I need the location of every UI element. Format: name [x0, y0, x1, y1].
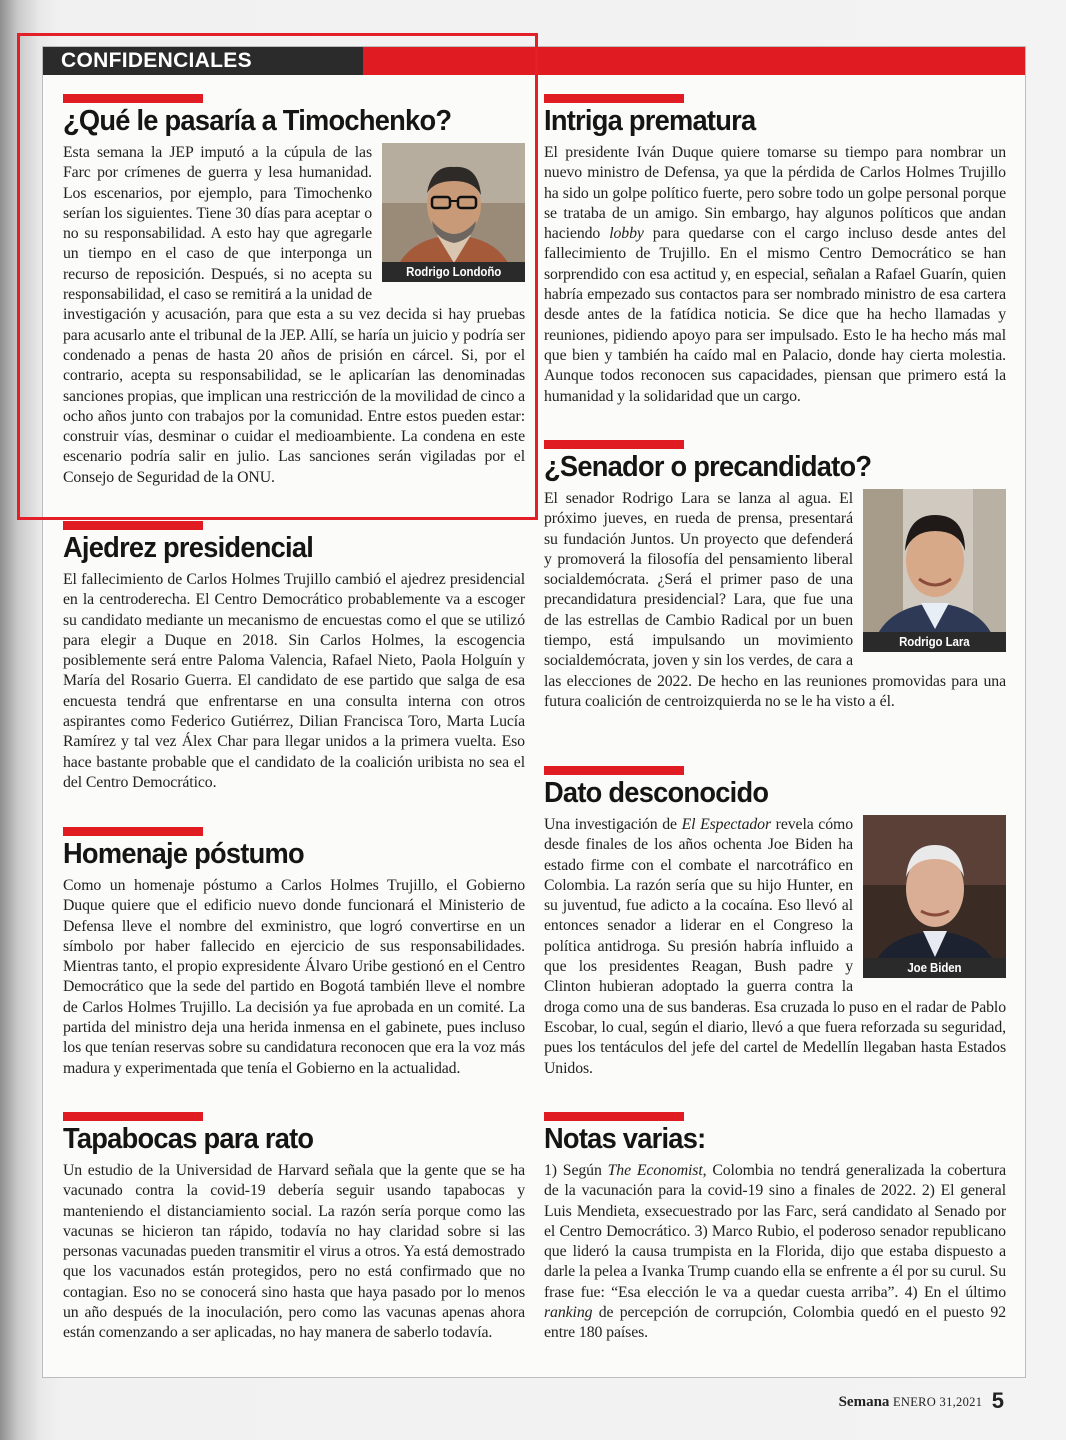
photo-caption: Rodrigo Londoño — [382, 262, 525, 282]
highlight-rectangle — [17, 33, 538, 520]
article-title: Notas varias: — [544, 1123, 706, 1155]
article-accent-bar — [544, 94, 684, 103]
article-title: Intriga prematura — [544, 105, 756, 137]
article-body — [544, 489, 1006, 712]
portrait-image — [863, 489, 1006, 652]
article-body-text: para quedarse con el cargo incluso desde antes del fallecimiento de Trujillo. En el mismo Centro Democrático se han sorprendido con esa actitud y, en especial, señalan a Rafael Guarín, quien habría empezado sus contactos para ser nombrado ministro de esa cartera desde antes de la fatídica noticia. Se dice que ha hecho llamadas y reuniones, pidiendo apoyo para ser impulsado. Esto le ha hecho más mal que bien y también ha caído mal en Palacio, donde hay cierta molestia. Aunque todos reconocen sus capacidades, piensan que primero está la humanidad y la solidaridad que un cargo. — [544, 225, 1006, 405]
article-body-text: El presidente Iván Duque quiere tomarse su tiempo para nombrar un nuevo ministro de Defensa, ya que la pérdida de Carlos Holmes Trujillo ha sido un golpe político fuerte, pero sobre todo un golpe personal porque se trataba de un amigo. Sin embargo, hay algunos políticos que andan haciendo — [544, 144, 1006, 243]
article-title: Ajedrez presidencial — [63, 532, 314, 564]
article-body: El fallecimiento de Carlos Holmes Trujillo cambió el ajedrez presidencial en la centroderecha. El Centro Democrático probablemente va a escoger su candidato mediante un mecanismo de encuestas como el que se utilizó para elegir a Duque en 2018. Sin Carlos Holmes, la escogencia posiblemente será entre Paloma Valencia, Rafael Nieto, Paola Holguín y María del Rosario Guerra. El candidato de ese partido que salga de esa encuesta tendrá que enfrentarse en una consulta interna con otros aspirantes como Federico Gutiérrez, Dilian Francisca Toro, Marta Lucía Ramírez y tal vez Álex Char para llegar unidos a la primera vuelta. Eso hace bastante probable que el candidato de la coalición uribista no sea el del Centro Democrático. — [63, 571, 525, 791]
article-title: Tapabocas para rato — [63, 1123, 314, 1155]
article-accent-bar — [63, 1112, 203, 1121]
issue-date: ENERO 31,2021 — [892, 1395, 983, 1409]
portrait-image — [863, 815, 1006, 978]
article-body-text: Una investigación de — [544, 816, 682, 833]
article-body-italic: El Espectador — [681, 816, 772, 833]
photo-rodrigo-lara — [863, 489, 1006, 652]
article-body-text: El senador Rodrigo Lara se lanza al agua. El próximo jueves, en rueda de prensa, presentará su fundación Juntos. Un proyecto que defenderá y promoverá la filosofía del pensamiento liberal socialdemócrata. ¿Será el primer paso de una precandidatura presidencial? Lara, que fue una de las estrellas de Cambio Radical por un buen tiempo, está impulsando un movimiento socialdemócrata, joven y sin los verdes, de cara a las elecciones de 2022. De hecho en las reuniones promovidas para una futura coalición de centroizquierda no se le ha visto a él. — [544, 490, 1006, 710]
article-accent-bar — [544, 440, 684, 449]
article-body-text: revela cómo desde finales de los años ochenta Joe Biden ha estado firme con el combate el narcotráfico en Colombia. La razón sería que su hijo Hunter, en su juventud, fue adicto a la cocaína. Eso llevó al entonces senador a liderar en el Congreso la política antidroga. Su presión habría influido a que los presidentes Reagan, Bush padre y Clinton hubieran adoptado la guerra contra la droga como una de sus banderas. Esa cruzada lo puso en el radar de Pablo Escobar, lo cual, según el diario, llevó a que fuera reforzada su seguridad, pues los tentáculos del jefe del cartel de Medellín llegaban hasta Estados Unidos. — [544, 816, 1006, 1077]
photo-caption: Rodrigo Lara — [863, 632, 1006, 652]
article-body-text: Esta semana la JEP imputó a la cúpula de las Farc por crímenes de guerra y lesa humanidad. Los escenarios, por ejemplo, para Timochenko serían los siguientes. Tiene 30 días para aceptar o no su responsabilidad. A esto hay que agregarle un tiempo en el caso de que interponga un recurso de reposición. Después, si no acepta su responsabilidad, el caso se remitirá a la unidad de investigación y acusación, para que esta a su vez decida si hay pruebas para acusarlo ante el tribunal de la JEP. Allí, se haría un juicio y podría ser condenado a penas de hasta 20 años de prisión en cárcel. Si, por el contrario, acepta su responsabilidad, se le aplicarían las denominadas sanciones propias, que implican una restricción de la movilidad de cinco a ocho años junto con trabajos por la comunidad. Entre estos pueden estar: construir vías, desminar o cuidar el medioambiente. La condena en este escenario podría salir en julio. Las sanciones serán vigiladas por el Consejo de Seguridad de la ONU. — [63, 144, 525, 486]
article-body-italic: The Economist — [607, 1162, 703, 1179]
article-body-italic: lobby — [609, 225, 644, 243]
article-body-text: 1) Según — [544, 1162, 608, 1179]
article-body-text: , Colombia no tendrá generalizada la cobertura de la vacunación para la covid-19 sino a finales de 2022. 2) El general Luis Mendieta, exsecuestrado por las Farc, será candidato al Senado por el Centro Democrático. 3) Marco Rubio, el poderoso senador republicano que lideró la causa trumpista en la Florida, dijo que estaba dispuesto a darle la pelea a Ivanka Trump cuando ella se enfrente a él por su curul. Su frase fue: “Esa elección le va a quedar cuesta arriba”. 4) En el último — [544, 1162, 1006, 1301]
photo-caption: Joe Biden — [863, 958, 1006, 978]
section-label: CONFIDENCIALES — [61, 49, 252, 72]
article-accent-bar — [63, 521, 203, 530]
article-title: ¿Senador o precandidato? — [544, 451, 872, 483]
article-accent-bar — [544, 1112, 684, 1121]
article-title: ¿Qué le pasaría a Timochenko? — [63, 105, 452, 137]
article-body — [544, 1161, 1006, 1344]
article-body — [544, 143, 1006, 407]
article-accent-bar — [544, 766, 684, 775]
article-body — [544, 815, 1006, 1079]
page-footer — [839, 1388, 1004, 1414]
article-title: Dato desconocido — [544, 777, 769, 809]
article-accent-bar — [63, 827, 203, 836]
photo-joe-biden — [863, 815, 1006, 978]
article-body-italic: ranking — [544, 1304, 593, 1322]
article-title: Homenaje póstumo — [63, 838, 304, 870]
magazine-name: Semana — [838, 1394, 890, 1410]
article-body-text: de percepción de corrupción, Colombia quedó en el puesto 92 entre 180 países. — [544, 1304, 1006, 1342]
article-body: Como un homenaje póstumo a Carlos Holmes Trujillo, el Gobierno Duque quiere que el edificio nuevo donde funcionará el Ministerio de Defensa lleve el nombre del exministro, que logró convertirse en un símbolo por haber fallecido en ejercicio de sus responsabilidades. Mientras tanto, el propio expresidente Álvaro Uribe gestionó en el Centro Democrático que la sede del partido en Bogotá también lleve el nombre de Carlos Holmes Trujillo. La decisión ya fue aprobada en un comité. La partida del ministro deja una herida inmensa en el gabinete, pues incluso los que tenían reservas sobre su candidatura reconocen que era la voz más madura y experimentada que tenía el Gobierno en la actualidad. — [63, 877, 525, 1077]
article-body: Un estudio de la Universidad de Harvard señala que la gente que se ha vacunado contra la covid-19 debería seguir usando tapabocas y manteniendo el distanciamiento social. La razón sería porque como las vacunas se hicieron tan rápido, todavía no hay claridad sobre si las personas vacunadas pueden transmitir el virus a otros. Ya está demostrado que los vacunados están protegidos, pero no está confirmado que no contagian. Eso no se conocerá sino hasta que haya pasado por lo menos un año después de la inoculación, pero como las vacunas apenas ahora están comenzando a ser aplicadas, no hay manera de saberlo todavía. — [63, 1162, 525, 1342]
page-number: 5 — [991, 1388, 1004, 1413]
